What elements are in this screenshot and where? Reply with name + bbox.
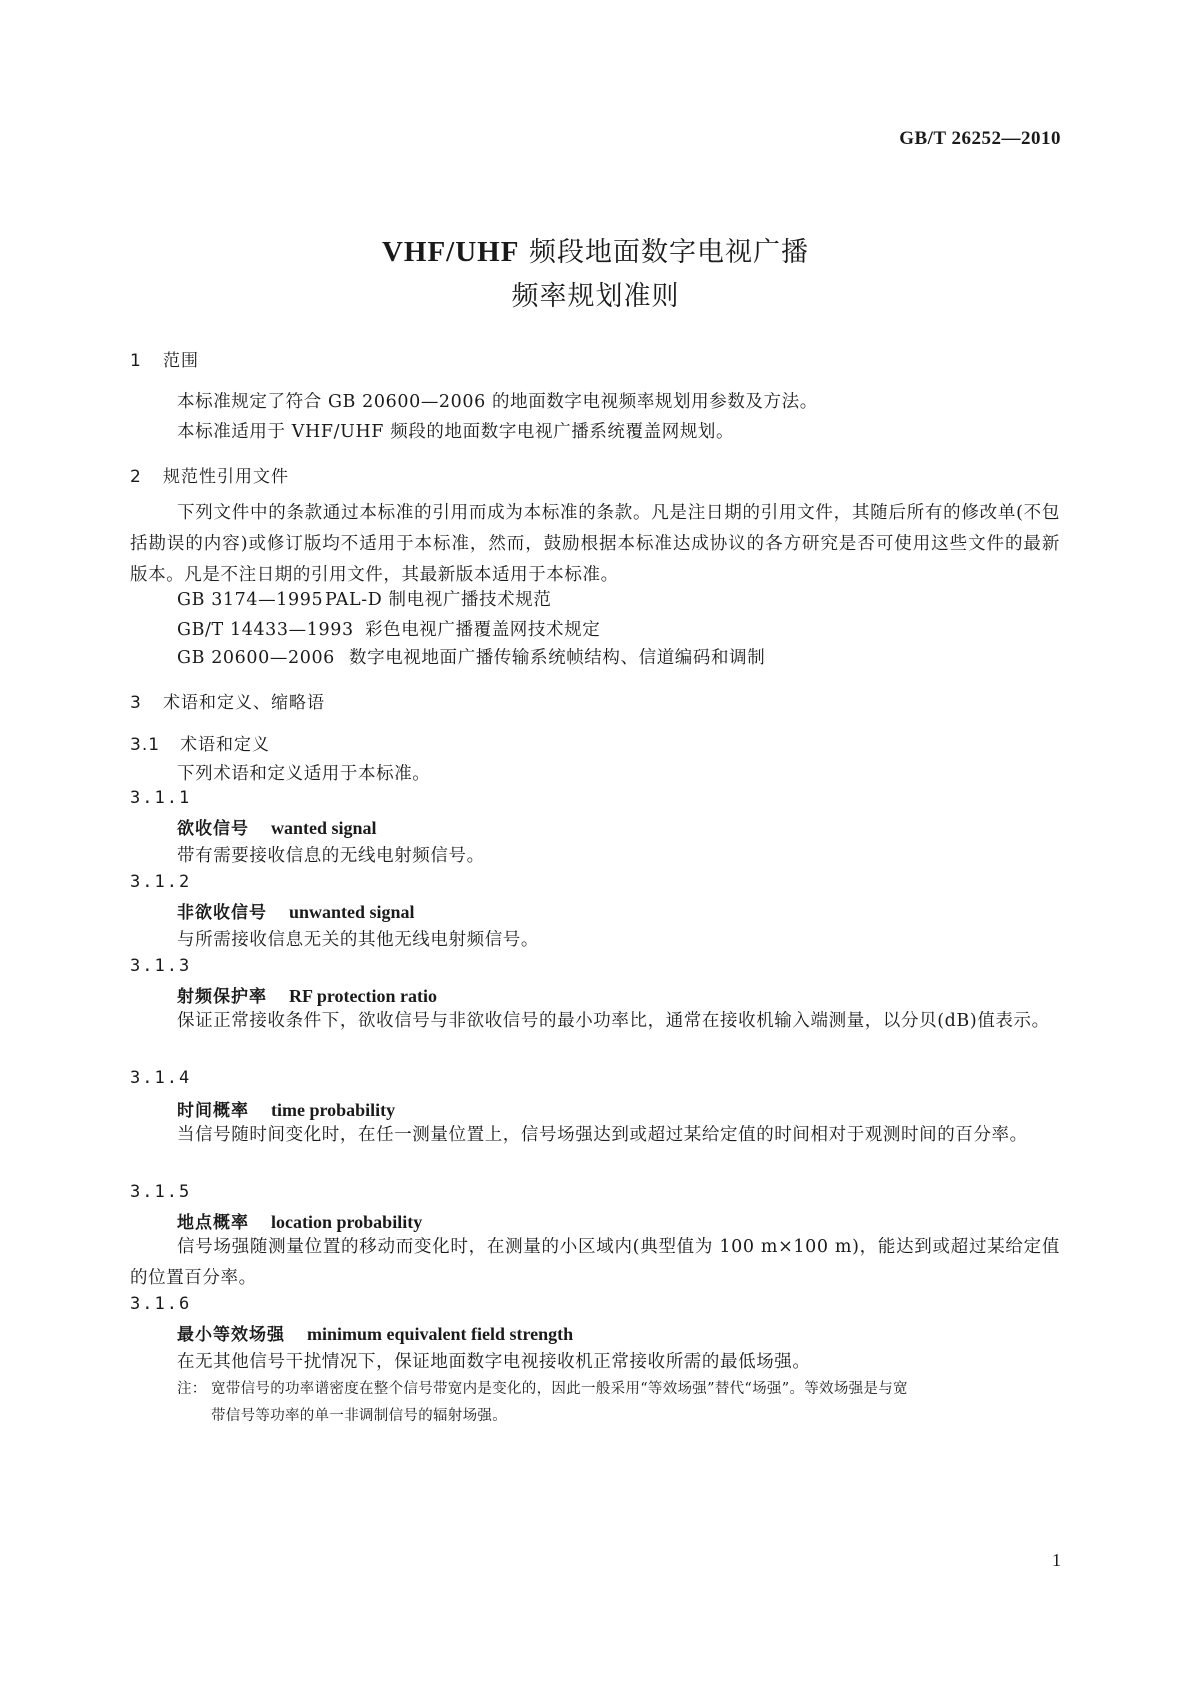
document-title-line1 — [0, 230, 1191, 269]
reference-title: 彩色电视广播覆盖网技术规定 — [365, 620, 601, 640]
term-english: RF protection ratio — [289, 986, 437, 1006]
reference-item — [177, 586, 551, 611]
document-title-line2: 频率规划准则 — [511, 281, 680, 312]
term-heading — [177, 1208, 422, 1233]
section-title: 术语和定义、缩略语 — [163, 693, 325, 713]
term-definition: 保证正常接收条件下，欲收信号与非欲收信号的最小功率比，通常在接收机输入端测量，以分贝(dB)值表示。 — [177, 1011, 1050, 1031]
term-chinese: 射频保护率 — [177, 987, 267, 1007]
term-english: minimum equivalent field strength — [307, 1324, 574, 1344]
note — [177, 1376, 1062, 1430]
subsection-intro: 下列术语和定义适用于本标准。 — [177, 764, 431, 784]
term-english: wanted signal — [271, 818, 377, 838]
section-1-paragraph-2: 本标准适用于 VHF/UHF 频段的地面数字电视广播系统覆盖网规划。 — [177, 422, 735, 442]
term-chinese: 非欲收信号 — [177, 903, 267, 923]
section-number: 1 — [130, 351, 142, 371]
term-chinese: 最小等效场强 — [177, 1325, 285, 1345]
section-3-heading — [130, 688, 325, 713]
section-1-paragraph-1: 本标准规定了符合 GB 20600—2006 的地面数字电视频率规划用参数及方法。 — [177, 392, 818, 412]
note-text-line1: 宽带信号的功率谱密度在整个信号带宽内是变化的，因此一般采用“等效场强”替代“场强”。等效场强是与宽 — [211, 1381, 908, 1397]
section-number: 2 — [130, 467, 142, 487]
term-heading — [177, 898, 415, 923]
title-english-part: VHF/UHF — [381, 236, 520, 268]
subsection-3-1-heading — [130, 730, 270, 755]
term-number: 3.1.4 — [130, 1068, 192, 1088]
title-chinese-part: 频段地面数字电视广播 — [519, 237, 810, 268]
reference-item — [177, 644, 765, 669]
term-heading — [177, 1096, 395, 1121]
standard-number: GB/T 26252—2010 — [899, 128, 1061, 149]
subsection-title: 术语和定义 — [180, 735, 270, 755]
note-text-line2: 带信号等功率的单一非调制信号的辐射场强。 — [211, 1408, 507, 1424]
term-english: location probability — [271, 1212, 423, 1232]
reference-code: GB 3174—1995 — [177, 590, 324, 610]
reference-code: GB/T 14433—1993 — [177, 620, 354, 640]
term-definition: 信号场强随测量位置的移动而变化时，在测量的小区域内(典型值为 100 m×100 m)，能达到或超过某给定值的位置百分率。 — [130, 1237, 1060, 1288]
term-chinese: 欲收信号 — [177, 819, 249, 839]
page-number: 1 — [1052, 1550, 1061, 1570]
term-chinese: 地点概率 — [177, 1213, 249, 1233]
term-heading — [177, 814, 377, 839]
term-chinese: 时间概率 — [177, 1101, 249, 1121]
section-title: 范围 — [163, 351, 199, 371]
section-2-paragraph: 下列文件中的条款通过本标准的引用而成为本标准的条款。凡是注日期的引用文件，其随后所有的修改单(不包括勘误的内容)或修订版均不适用于本标准，然而，鼓励根据本标准达成协议的各方研究是否可使用这些文件的最新版本。凡是不注日期的引用文件，其最新版本适用于本标准。 — [130, 503, 1060, 585]
term-english: unwanted signal — [289, 902, 415, 922]
term-heading — [177, 982, 437, 1007]
term-number: 3.1.2 — [130, 872, 192, 892]
subsection-number: 3.1 — [130, 735, 161, 755]
term-definition: 当信号随时间变化时，在任一测量位置上，信号场强达到或超过某给定值的时间相对于观测时间的百分率。 — [177, 1125, 1028, 1145]
reference-item — [177, 616, 600, 641]
reference-title: PAL-D 制电视广播技术规范 — [325, 590, 552, 610]
term-definition: 带有需要接收信息的无线电射频信号。 — [177, 846, 485, 866]
term-number: 3.1.5 — [130, 1182, 192, 1202]
section-2-heading — [130, 462, 289, 487]
reference-title: 数字电视地面广播传输系统帧结构、信道编码和调制 — [349, 648, 766, 668]
section-title: 规范性引用文件 — [163, 467, 289, 487]
term-definition: 与所需接收信息无关的其他无线电射频信号。 — [177, 930, 539, 950]
reference-code: GB 20600—2006 — [177, 648, 335, 668]
note-label: 注： — [177, 1381, 207, 1397]
term-definition: 在无其他信号干扰情况下，保证地面数字电视接收机正常接收所需的最低场强。 — [177, 1352, 811, 1372]
term-heading — [177, 1320, 573, 1345]
term-number: 3.1.1 — [130, 788, 192, 808]
term-number: 3.1.3 — [130, 956, 192, 976]
section-1-heading — [130, 346, 199, 371]
term-english: time probability — [271, 1100, 396, 1120]
term-number: 3.1.6 — [130, 1294, 192, 1314]
section-number: 3 — [130, 693, 142, 713]
